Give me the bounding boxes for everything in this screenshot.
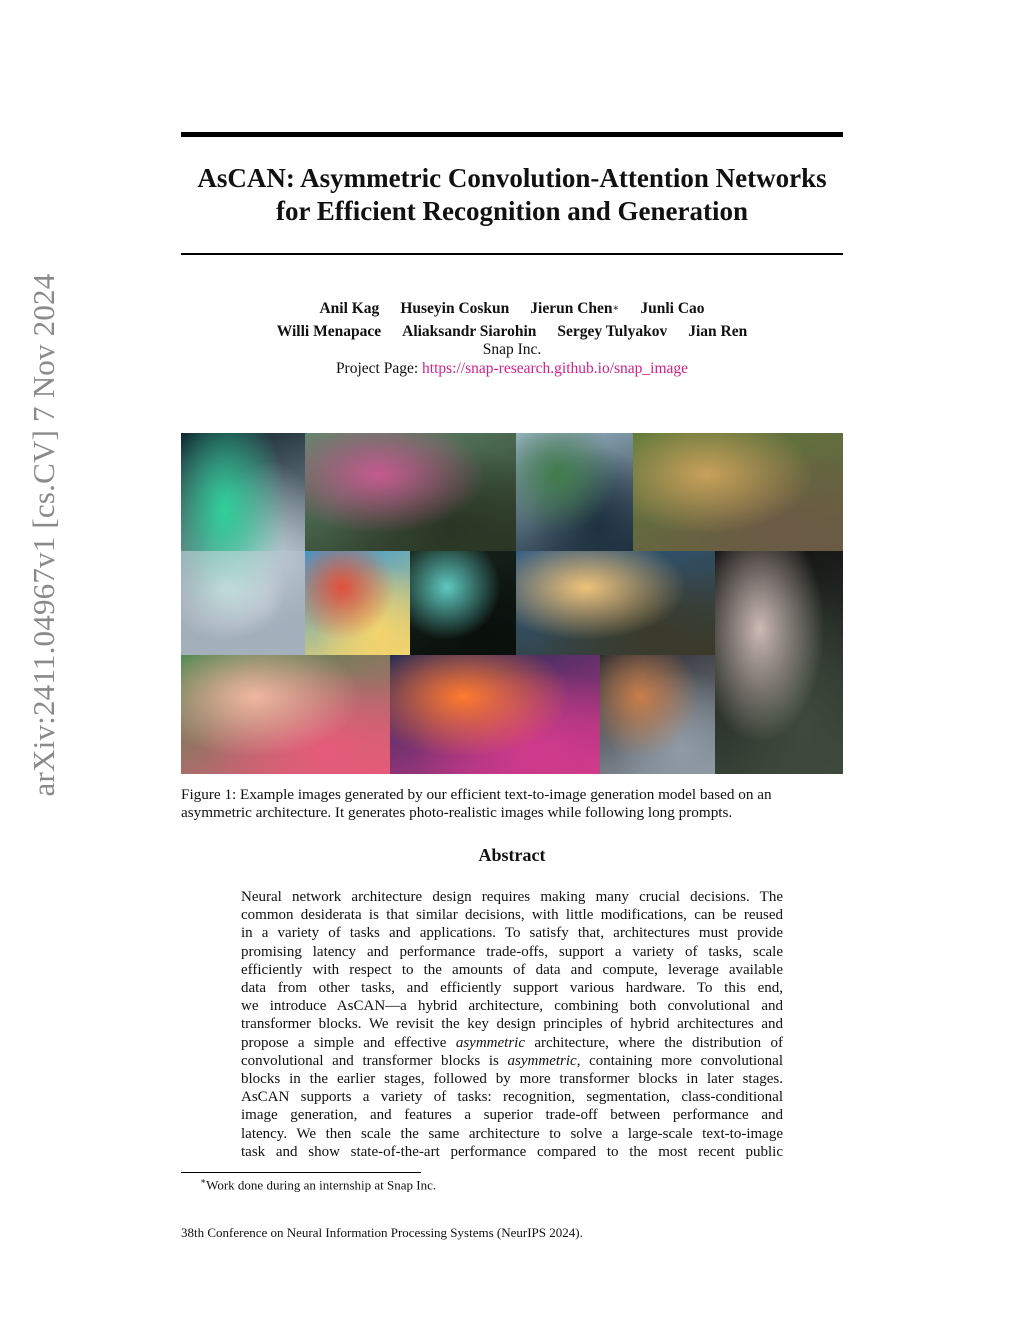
conference-note: 38th Conference on Neural Information Processing Systems (NeurIPS 2024). (181, 1225, 583, 1240)
paper-title-line-1: AsCAN: Asymmetric Convolution-Attention Networks (197, 163, 827, 193)
floating-castle-image (516, 433, 633, 551)
robot-by-lake-image (305, 433, 516, 551)
abstract-line: image generation, and features a superior trade-off between performance and (241, 1107, 783, 1124)
abstract-line: blocks in the earlier stages, followed by more transformer blocks in later stages. (241, 1071, 783, 1088)
author-name: Jian Ren (688, 322, 748, 340)
paper-title (170, 162, 854, 228)
arxiv-stamp-text: arXiv:2411.04967v1 [cs.CV] 7 Nov 2024 (26, 273, 61, 797)
arxiv-stamp (27, 140, 61, 930)
abstract-line: efficiently with respect to the amounts of data and compute, leverage available (241, 961, 783, 978)
author-name: Anil Kag (319, 300, 380, 317)
figure-1-image-grid (181, 433, 843, 774)
footnote (200, 1176, 436, 1193)
abstract-line: propose a simple and effective asymmetric architecture, where the distribution of (241, 1034, 783, 1051)
figure-caption-line-2: asymmetric architecture. It generates photo-realistic images while following long prompts. (181, 804, 733, 821)
title-rule-top (181, 132, 843, 137)
abstract-line: data from other tasks, and efficiently support various hardware. To this end, (241, 980, 783, 997)
project-page (181, 360, 843, 379)
abstract-line: convolutional and transformer blocks is asymmetric, containing more convolutional (241, 1052, 784, 1069)
author-name: Huseyin Coskun (400, 300, 510, 317)
title-rule-bottom (181, 253, 843, 255)
silver-flowers-image (715, 551, 843, 774)
author-name: Sergey Tulyakov (557, 322, 668, 340)
parrot-image (410, 551, 516, 655)
snow-landscape-image (181, 551, 305, 655)
affiliation: Snap Inc. (482, 341, 542, 359)
abstract-line: in a variety of tasks and applications. To satisfy that, architectures must provide (241, 925, 783, 942)
author-row-1 (181, 300, 843, 323)
project-page-link[interactable]: https://snap-research.github.io/snap_image (422, 359, 689, 377)
jungle-painting-image (181, 655, 390, 774)
footnote-rule (181, 1172, 421, 1173)
abstract-line: Neural network architecture design requires making many crucial decisions. The (241, 889, 783, 905)
abstract-body (241, 888, 783, 1161)
leopard-on-branch-image (633, 433, 843, 551)
paper-title-line-2: for Efficient Recognition and Generation (276, 196, 748, 226)
abstract-line: transformer blocks. We revisit the key design principles of hybrid architectures and (241, 1016, 783, 1033)
abstract-line: latency. We then scale the same architecture to solve a large-scale text-to-image (241, 1125, 783, 1142)
author-name: Jierun Chen (530, 300, 613, 317)
figure-caption (181, 786, 843, 822)
abstract-line: task and show state-of-the-art performance compared to the most recent public (241, 1143, 783, 1160)
author-block (181, 300, 843, 378)
figure-caption-line-1: Figure 1: Example images generated by our efficient text-to-image generation model based on an (181, 786, 772, 803)
footnote-mark: ∗ (200, 1176, 207, 1186)
rainbow-hair-portrait-image (390, 655, 600, 774)
abstract-line: promising latency and performance trade-offs, support a variety of tasks, scale (241, 943, 783, 960)
silhouette-sunset-image (516, 551, 715, 655)
abstract-line: we introduce AsCAN—a hybrid architecture, combining both convolutional and (241, 998, 783, 1015)
author-name: Aliaksandr Siarohin (402, 322, 537, 340)
author-name: Willi Menapace (276, 322, 382, 340)
author-name: Junli Cao (640, 300, 705, 317)
author-mark: ∗ (612, 303, 620, 314)
author-row-2 (181, 323, 843, 342)
fruit-monster-image (305, 551, 410, 655)
abstract-line: AsCAN supports a variety of tasks: recognition, segmentation, class-conditional (241, 1089, 783, 1106)
footnote-text: Work done during an internship at Snap Inc. (206, 1177, 437, 1193)
mountain-temple-image (600, 655, 715, 774)
abstract-heading: Abstract (478, 845, 546, 865)
project-page-label: Project Page: (335, 359, 423, 377)
abstract-line: common desiderata is that similar decisions, with little modifications, can be reused (241, 907, 783, 924)
